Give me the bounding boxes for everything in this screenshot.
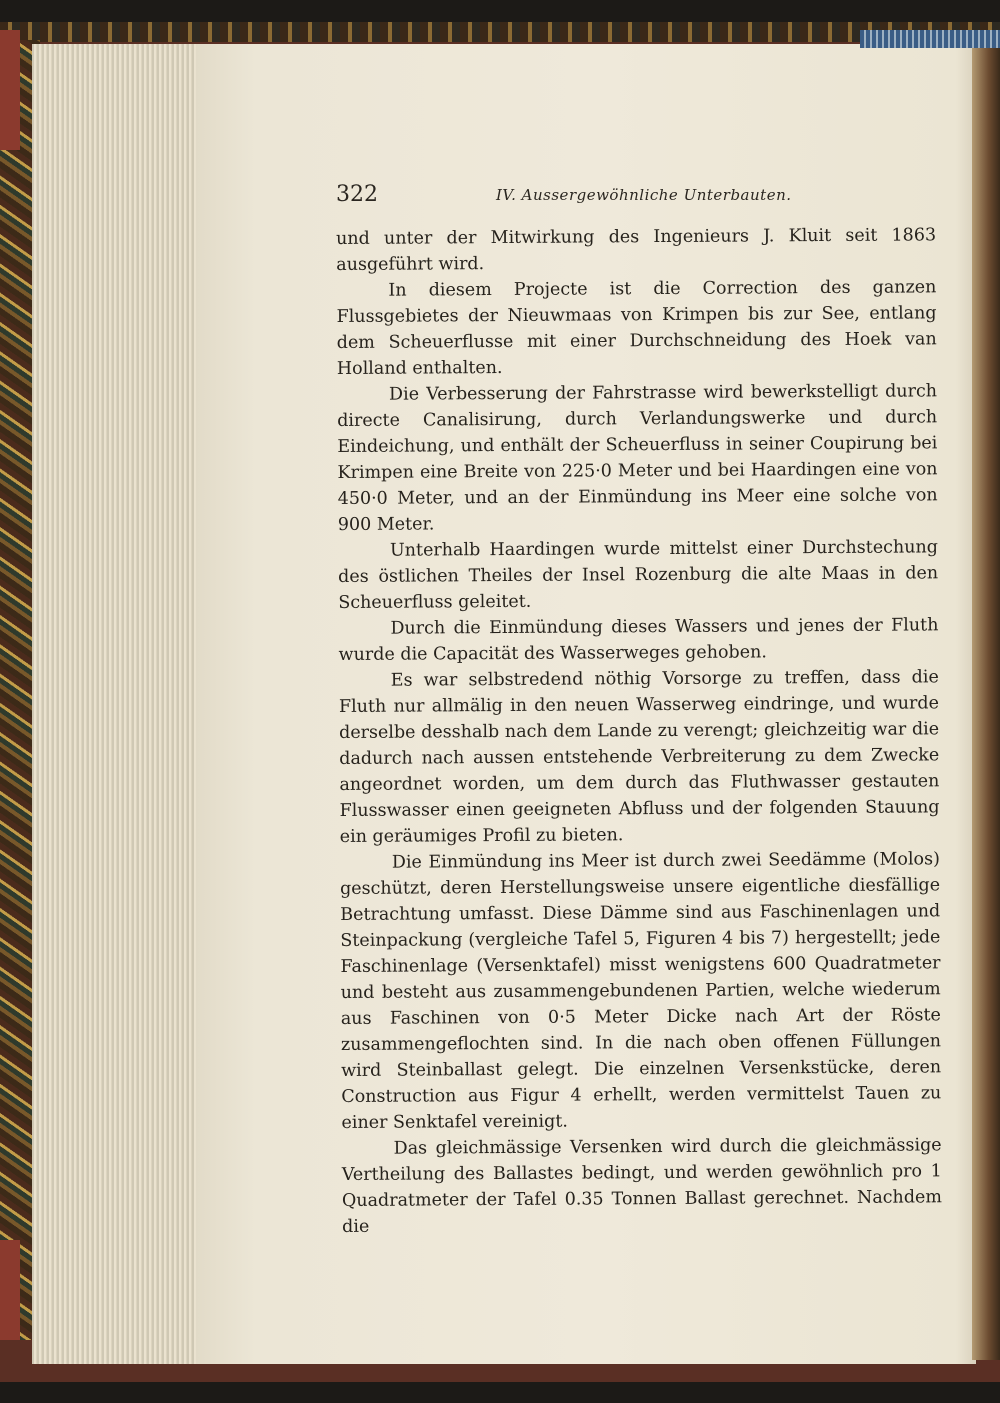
- body-text: [336, 222, 942, 1240]
- leather-corner-top: [0, 30, 20, 150]
- paragraph: In diesem Projecte ist die Correction des ganzen Flussgebietes der Nieuwmaas von Krimpen bis zur See, entlang dem Scheuerflusse mit einer Durchschneidung des Hoek van Holland enthalten.: [336, 277, 937, 379]
- marbled-cover-top: [0, 22, 1000, 42]
- page-number: 322: [336, 182, 378, 207]
- leather-corner-bottom: [0, 1240, 20, 1340]
- paragraph: Die Einmündung ins Meer ist durch zwei Seedämme (Molos) geschützt, deren Herstellungsweise unsere eigentliche diesfällige Betrachtung umfasst. Diese Dämme sind aus Faschinenlagen und Steinpackung (vergleiche Tafel 5, Figuren 4 bis 7) hergestellt; jede Faschinenlage (Versenktafel) misst wenigstens 600 Quadratmeter und besteht aus zusammengebundenen Partien, welche wiederum aus Faschinen von 0·5 Meter Dicke nach Art der Röste zusammengeflochten sind. In die nach oben offenen Füllungen wird Steinballast gelegt. Die einzelnen Versenkstücke, deren Construction aus Figur 4 erhellt, werden vermittelst Tauen zu einer Senktafel vereinigt.: [339, 849, 942, 1133]
- headband-ribbon: [860, 30, 1000, 48]
- paragraph: Die Verbesserung der Fahrstrasse wird bewerkstelligt durch directe Canalisirung, durch Verlandungswerke und durch Eindeichung, und enthält der Scheuerfluss in seiner Coupirung bei Krimpen eine Breite von 225·0 Meter und bei Haardingen eine von 450·0 Meter, und an der Einmündung ins Meer eine solche von 900 Meter.: [337, 381, 938, 535]
- page-header: [336, 182, 936, 212]
- paragraph: Unterhalb Haardingen wurde mittelst einer Durchstechung des östlichen Theiles der Insel Rozenburg die alte Maas in den Scheuerfluss geleitet.: [338, 537, 939, 613]
- paragraph: und unter der Mitwirkung des Ingenieurs J. Kluit seit 1863 ausgeführt wird.: [336, 225, 937, 275]
- page-edges: [32, 44, 202, 1364]
- facing-page-edge: [972, 40, 1000, 1360]
- running-head: IV. Aussergewöhnliche Unterbauten.: [496, 186, 792, 204]
- paragraph: Es war selbstredend nöthig Vorsorge zu treffen, dass die Fluth nur allmälig in den neuen Wasserweg eindringe, und wurde derselbe desshalb nach dem Lande zu verengt; gleichzeitig war die dadurch nach aussen entstehende Verbreiterung zu dem Zwecke angeordnet worden, um dem durch das Fluthwasser gestauten Flusswasser einen geeigneten Abfluss und der folgenden Stauung ein geräumiges Profil zu bieten.: [338, 667, 940, 847]
- paragraph: Das gleichmässige Versenken wird durch die gleichmässige Vertheilung des Ballastes bedingt, und werden gewöhnlich pro 1 Quadratmeter der Tafel 0.35 Tonnen Ballast gerechnet. Nachdem die: [341, 1135, 943, 1237]
- paragraph: Durch die Einmündung dieses Wassers und jenes der Fluth wurde die Capacität des Wasserweges gehoben.: [338, 615, 939, 665]
